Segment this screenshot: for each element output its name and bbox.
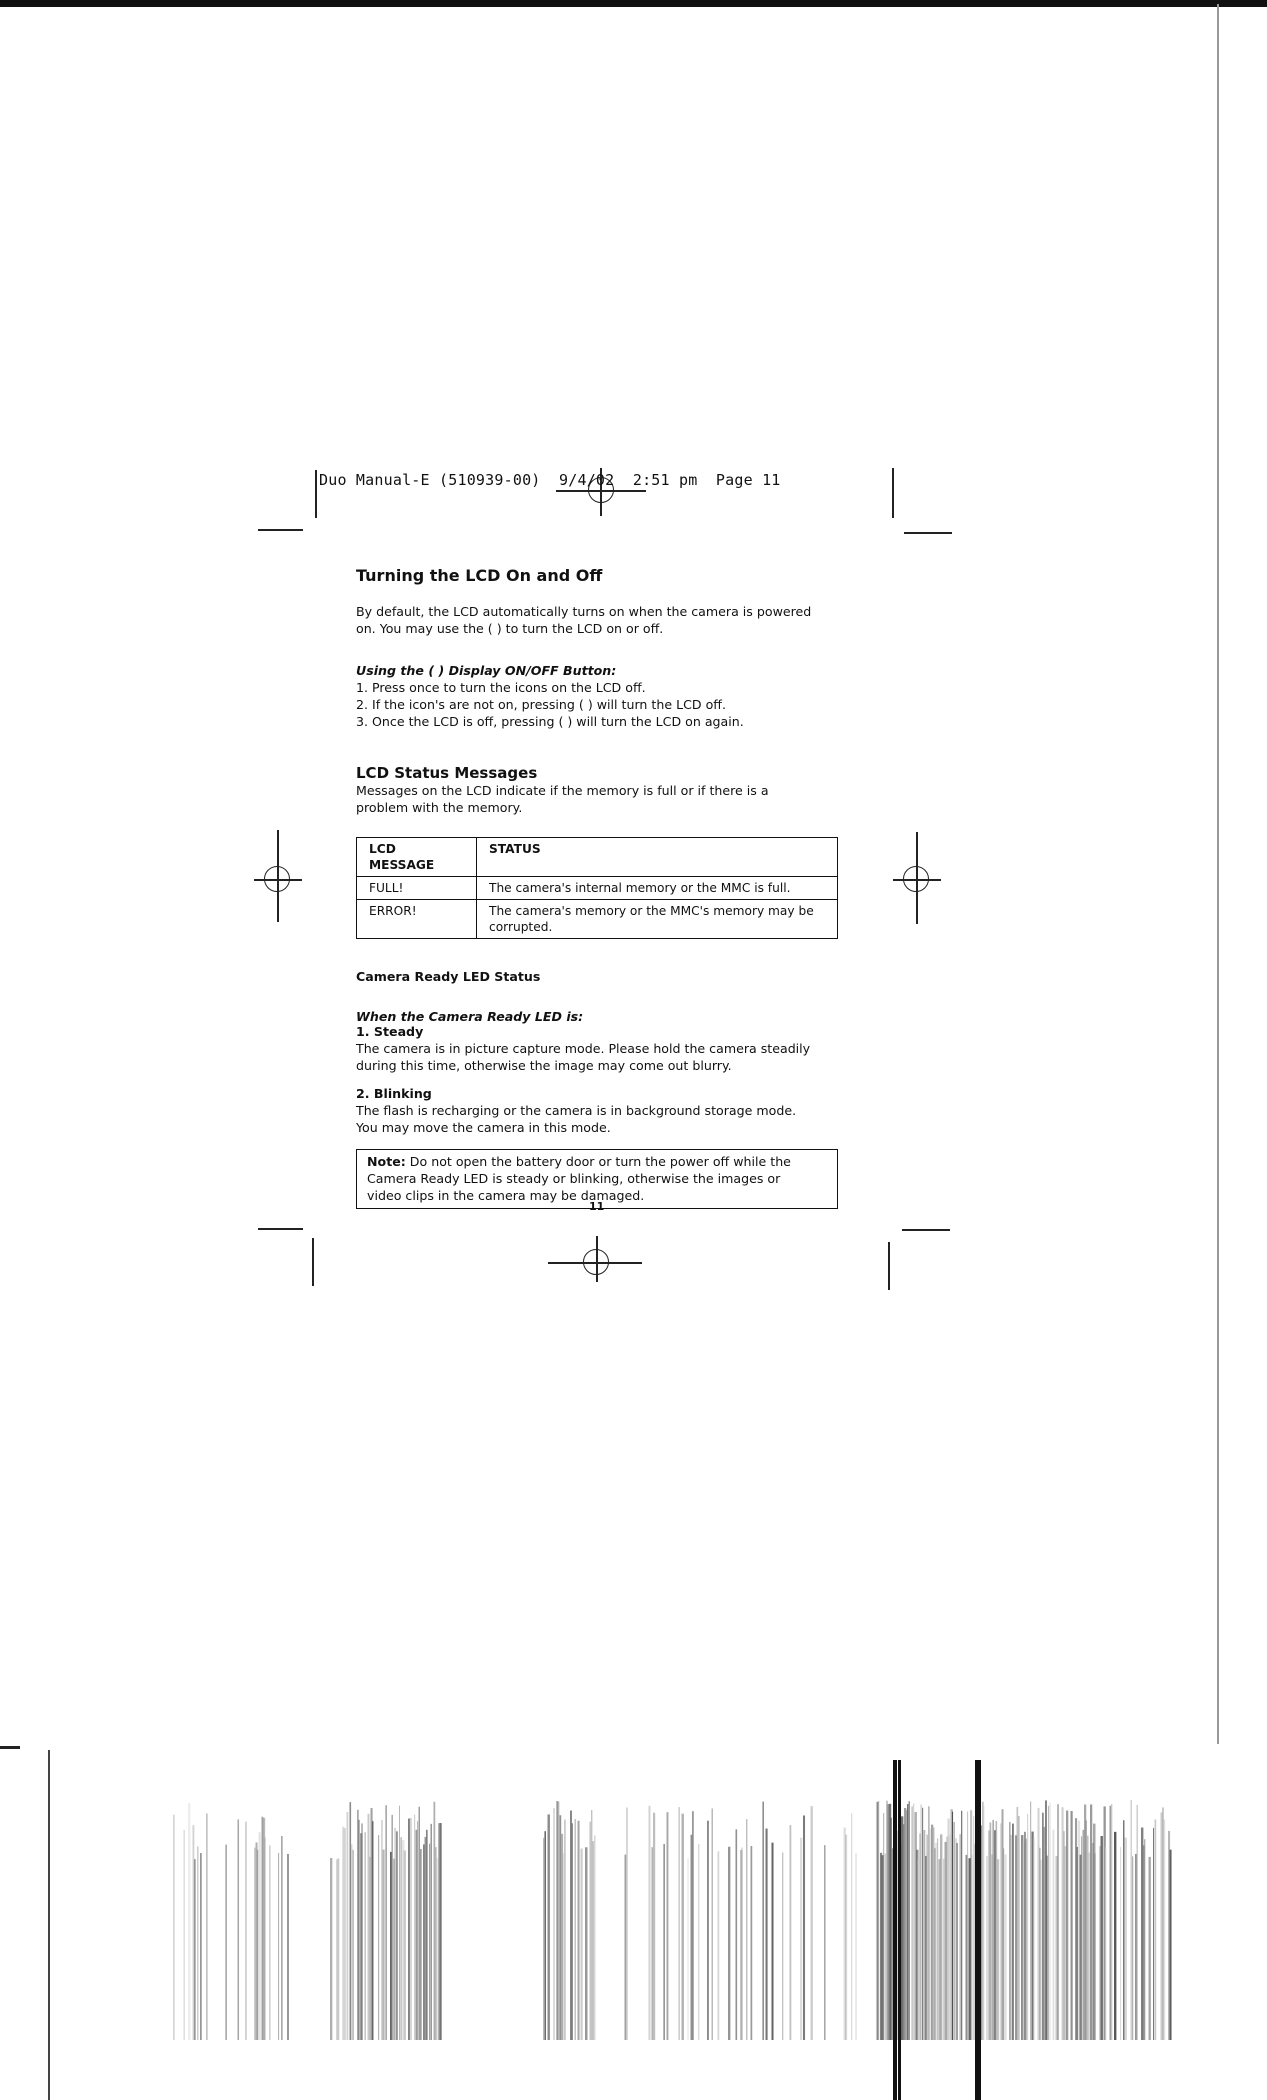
noise-streak [594, 1835, 595, 2040]
note-text: Do not open the battery door or turn the power off while the [405, 1154, 791, 1169]
noise-streak [557, 1801, 558, 2040]
noise-streak [763, 1802, 764, 2040]
crop-mark [892, 468, 894, 518]
noise-streak [1101, 1836, 1103, 2040]
crop-mark [902, 1229, 950, 1231]
noise-streak [564, 1820, 566, 2040]
noise-streak [259, 1832, 261, 2040]
noise-streak [578, 1821, 580, 2040]
noise-streak [1066, 1811, 1068, 2040]
right-page-edge [1217, 4, 1219, 1744]
section-title: LCD Status Messages [356, 764, 538, 782]
noise-streak [679, 1807, 680, 2040]
noise-streak [888, 1804, 890, 2040]
crop-mark [888, 1242, 890, 1290]
noise-streak [1149, 1857, 1151, 2040]
noise-streak [1111, 1804, 1112, 2040]
noise-streak [585, 1847, 587, 2040]
noise-streak [347, 1812, 349, 2040]
table-header: LCD MESSAGE [357, 838, 477, 877]
noise-streak [824, 1845, 826, 2040]
lcd-message-table [356, 837, 838, 939]
crop-mark [258, 1228, 303, 1230]
noise-streak [1086, 1820, 1087, 2040]
noise-streak [434, 1802, 436, 2040]
noise-streak [718, 1851, 720, 2040]
noise-streak [1039, 1848, 1041, 2040]
noise-streak [372, 1821, 373, 2040]
noise-streak [560, 1815, 562, 2040]
noise-streak [1095, 1853, 1096, 2040]
page-number: 11 [589, 1200, 605, 1213]
noise-streak [766, 1829, 768, 2040]
manual-content [356, 566, 838, 1209]
noise-streak [353, 1850, 354, 2040]
section-title: Camera Ready LED Status [356, 969, 541, 984]
print-slug: Duo Manual-E (510939-00) 9/4/02 2:51 pm Page 11 [319, 471, 781, 489]
paragraph-line: on. You may use the ( ) to turn the LCD on or off. [356, 621, 664, 636]
noise-streak [851, 1813, 852, 2040]
registration-mark-line [277, 830, 279, 922]
noise-streak [891, 1818, 892, 2040]
table-cell: FULL! [357, 877, 477, 900]
noise-streak [257, 1850, 258, 2040]
noise-streak [1042, 1813, 1044, 2040]
paragraph-line: problem with the memory. [356, 800, 523, 815]
registration-mark-line [596, 1236, 598, 1282]
noise-streak [200, 1853, 202, 2040]
subsection-title: Using the ( ) Display ON/OFF Button: [356, 663, 617, 678]
noise-streak [811, 1806, 813, 2040]
noise-streak [949, 1835, 950, 2040]
noise-streak [1003, 1848, 1004, 2040]
noise-streak [878, 1801, 879, 2040]
noise-streak [278, 1853, 279, 2040]
crop-mark [258, 529, 303, 531]
noise-streak [1005, 1854, 1007, 2040]
noise-streak [652, 1847, 653, 2040]
noise-streak [960, 1834, 961, 2040]
left-edge-tick [0, 1746, 20, 1749]
noise-streak [957, 1843, 958, 2040]
noise-streak [365, 1832, 366, 2040]
paragraph-line: during this time, otherwise the image may come out blurry. [356, 1058, 732, 1073]
noise-streak [982, 1802, 984, 2040]
noise-streak [1132, 1856, 1133, 2040]
noise-streak [269, 1845, 271, 2040]
noise-streak [330, 1858, 332, 2040]
noise-streak [975, 1760, 981, 2100]
noise-streak [410, 1818, 412, 2040]
note-text: Camera Ready LED is steady or blinking, otherwise the images or [367, 1171, 781, 1186]
noise-streak [1009, 1822, 1011, 2040]
table-cell: The camera's memory or the MMC's memory may be corrupted. [477, 900, 838, 939]
noise-streak [1125, 1838, 1127, 2040]
noise-streak [395, 1828, 396, 2040]
noise-streak [991, 1854, 993, 2040]
noise-streak [581, 1849, 583, 2040]
noise-streak [954, 1822, 955, 2040]
noise-streak [545, 1831, 546, 2040]
noise-streak [184, 1830, 185, 2040]
noise-streak [937, 1838, 938, 2040]
noise-streak [922, 1808, 923, 2040]
noise-streak [800, 1838, 802, 2040]
noise-streak [927, 1835, 928, 2040]
noise-streak [1114, 1832, 1116, 2040]
noise-streak [973, 1816, 974, 2040]
noise-streak [912, 1806, 913, 2040]
noise-streak [1071, 1811, 1073, 2040]
noise-streak [1105, 1847, 1106, 2040]
noise-streak [281, 1836, 283, 2040]
noise-streak [543, 1838, 544, 2040]
note-text: video clips in the camera may be damaged. [367, 1188, 645, 1203]
noise-streak [558, 1801, 559, 2040]
noise-streak [885, 1853, 887, 2040]
table-header-row [357, 838, 838, 877]
noise-streak [883, 1813, 884, 2040]
noise-streak [751, 1846, 753, 2040]
noise-streak [984, 1805, 985, 2040]
noise-streak [350, 1802, 352, 2040]
noise-streak [728, 1847, 730, 2040]
noise-streak [997, 1859, 999, 2040]
paragraph-line: By default, the LCD automatically turns on when the camera is powered [356, 604, 812, 619]
noise-streak [1018, 1816, 1020, 2040]
noise-streak [392, 1815, 393, 2040]
item-title: 1. Steady [356, 1024, 424, 1039]
list-item: 2. If the icon's are not on, pressing ( ) will turn the LCD off. [356, 697, 726, 712]
table-header: STATUS [477, 838, 838, 877]
noise-streak [591, 1810, 592, 2040]
noise-streak [226, 1845, 227, 2040]
noise-streak [1164, 1819, 1166, 2040]
noise-streak [972, 1855, 973, 2040]
noise-streak [790, 1825, 792, 2040]
noise-streak [1120, 1847, 1121, 2040]
table-row [357, 877, 838, 900]
noise-streak [593, 1841, 594, 2040]
noise-streak [746, 1819, 747, 2040]
noise-streak [386, 1805, 387, 2040]
item-title: 2. Blinking [356, 1086, 432, 1101]
noise-streak [414, 1815, 415, 2040]
noise-streak [401, 1837, 402, 2040]
noise-streak [928, 1806, 930, 2040]
scan-noise-band [0, 1760, 1267, 2100]
noise-streak [653, 1813, 655, 2040]
noise-streak [1017, 1807, 1019, 2040]
noise-streak [845, 1835, 847, 2040]
noise-streak [909, 1801, 911, 2040]
paragraph-line: The flash is recharging or the camera is in background storage mode. [356, 1103, 797, 1118]
noise-streak [664, 1844, 665, 2040]
noise-streak [1144, 1839, 1145, 2040]
noise-streak [1089, 1852, 1091, 2040]
noise-streak [898, 1760, 901, 2100]
note-label: Note: [367, 1154, 406, 1169]
noise-streak [378, 1835, 379, 2040]
noise-streak [344, 1828, 346, 2040]
noise-streak [1077, 1847, 1078, 2040]
noise-streak [245, 1822, 247, 2040]
noise-streak [351, 1844, 352, 2040]
noise-streak [206, 1813, 208, 2040]
noise-streak [1027, 1814, 1028, 2040]
noise-streak [692, 1811, 694, 2040]
noise-streak [1170, 1850, 1172, 2040]
noise-streak [1000, 1823, 1002, 2040]
noise-streak [1087, 1836, 1089, 2040]
noise-streak [1081, 1836, 1082, 2040]
top-border [0, 0, 1267, 7]
noise-streak [907, 1804, 908, 2040]
noise-streak [431, 1824, 432, 2040]
noise-streak [1041, 1860, 1042, 2040]
noise-streak [913, 1804, 914, 2040]
noise-streak [961, 1811, 962, 2040]
noise-streak [575, 1819, 576, 2040]
noise-streak [918, 1859, 920, 2040]
noise-streak [426, 1830, 428, 2040]
noise-streak [698, 1844, 699, 2040]
noise-streak [682, 1814, 684, 2040]
noise-streak [1048, 1806, 1049, 2040]
crop-mark [315, 470, 317, 518]
noise-streak [993, 1820, 994, 2040]
noise-streak [420, 1849, 422, 2040]
noise-streak [429, 1844, 430, 2040]
noise-streak [396, 1831, 398, 2040]
noise-streak [1153, 1828, 1154, 2040]
table-cell: ERROR! [357, 900, 477, 939]
noise-streak [265, 1837, 266, 2040]
noise-streak [572, 1823, 573, 2040]
noise-streak [626, 1807, 628, 2040]
noise-streak [1012, 1824, 1014, 2040]
noise-streak [440, 1823, 442, 2040]
noise-streak [742, 1847, 743, 2040]
noise-streak [940, 1834, 942, 2040]
noise-streak [262, 1817, 264, 2040]
list-item: 3. Once the LCD is off, pressing ( ) will turn the LCD on again. [356, 714, 744, 729]
noise-streak [435, 1847, 437, 2040]
noise-streak [967, 1812, 968, 2040]
noise-streak [893, 1760, 897, 2100]
noise-streak [425, 1837, 427, 2040]
noise-streak [1137, 1805, 1138, 2040]
subsection-title: When the Camera Ready LED is: [356, 1009, 584, 1024]
noise-streak [1131, 1800, 1132, 2040]
noise-streak [1123, 1820, 1124, 2040]
noise-streak [1026, 1839, 1028, 2040]
noise-streak [667, 1812, 669, 2040]
noise-streak [287, 1854, 289, 2040]
noise-streak [554, 1808, 555, 2040]
noise-streak [996, 1821, 998, 2040]
noise-streak [1044, 1827, 1046, 2040]
noise-streak [936, 1843, 937, 2040]
noise-streak [934, 1848, 936, 2040]
noise-streak [1030, 1801, 1031, 2040]
noise-streak [712, 1808, 713, 2040]
noise-streak [1050, 1803, 1051, 2040]
table-row [357, 900, 838, 939]
crop-mark [904, 532, 952, 534]
noise-streak [1033, 1838, 1035, 2040]
noise-streak [782, 1852, 783, 2040]
noise-streak [921, 1805, 922, 2040]
noise-streak [1047, 1856, 1048, 2040]
list-item: 1. Press once to turn the icons on the LCD off. [356, 680, 646, 695]
noise-streak [943, 1859, 944, 2040]
noise-streak [590, 1822, 591, 2040]
noise-streak [707, 1821, 709, 2040]
noise-streak [688, 1858, 689, 2040]
noise-streak [357, 1810, 359, 2040]
noise-streak [238, 1819, 240, 2040]
noise-streak [419, 1807, 420, 2040]
noise-streak [399, 1806, 400, 2040]
noise-streak [1110, 1806, 1112, 2040]
steps-list [356, 679, 838, 730]
registration-mark-line [916, 832, 918, 924]
noise-streak [803, 1815, 805, 2040]
noise-streak [856, 1853, 857, 2040]
noise-streak [1053, 1830, 1055, 2040]
section-title: Turning the LCD On and Off [356, 566, 603, 585]
noise-streak [390, 1852, 392, 2040]
table-cell: The camera's internal memory or the MMC is full. [477, 877, 838, 900]
crop-mark [312, 1238, 314, 1286]
noise-streak [362, 1823, 363, 2040]
noise-streak [197, 1846, 199, 2040]
noise-streak [173, 1815, 175, 2040]
noise-streak [359, 1820, 360, 2040]
noise-streak [188, 1803, 190, 2040]
noise-streak [404, 1850, 406, 2040]
noise-streak [383, 1850, 385, 2040]
paragraph-line: Messages on the LCD indicate if the memory is full or if there is a [356, 783, 769, 798]
noise-streak [548, 1814, 550, 2040]
noise-streak [772, 1843, 774, 2040]
noise-streak [649, 1806, 651, 2040]
paragraph-line: The camera is in picture capture mode. Please hold the camera steadily [356, 1041, 811, 1056]
noise-streak [1057, 1804, 1059, 2040]
paragraph-line: You may move the camera in this mode. [356, 1120, 611, 1135]
noise-streak [952, 1812, 953, 2040]
noise-streak [1011, 1835, 1012, 2040]
noise-streak [423, 1844, 425, 2040]
noise-streak [987, 1856, 988, 2040]
noise-streak [736, 1829, 738, 2040]
noise-streak [338, 1858, 340, 2040]
noise-streak [1155, 1820, 1157, 2040]
noise-streak [417, 1821, 418, 2040]
noise-streak [194, 1859, 196, 2040]
